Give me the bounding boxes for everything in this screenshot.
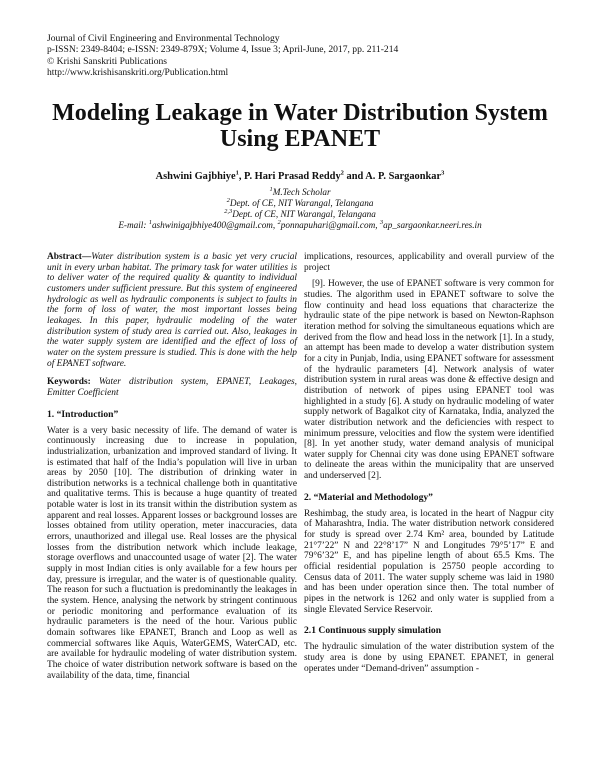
author-line: [0, 171, 600, 182]
abstract-text: Water distribution system is a basic yet very crucial unit in every urban habitat. The primary task for water utilities is to deliver water of the required quality & quantity to individual customers under sufficient pressure. But this system of engineered hydrologic as well as hydraulic components is subject to faults in the form of loss of water, the most important losses being leakages. In this paper, hydraulic modeling of the water distribution system of study area is carried out. Also, leakages in the water supply system are identified and the effect of loss of water on the system pressure is studied. This is done with the help of EPANET software.: [47, 252, 297, 369]
continuation-text: implications, resources, applicability and overall purview of the project: [304, 252, 554, 273]
keywords-lead: Keywords:: [47, 377, 91, 388]
journal-name: Journal of Civil Engineering and Environmental Technology: [47, 33, 280, 44]
author-2: , P. Hari Prasad Reddy: [238, 171, 341, 182]
section-1-body: Water is a very basic necessity of life. The demand of water is continuously increasing due to increase in population, industrialization, urbanization and improved standard of living. It is estimated that half of the India’s population will live in urban areas by 2050 [10]. The distribution of drinking water in distribution networks is a technical challenge both in quantitative and qualitative terms. This is because a huge quantity of treated potable water is lost in its transit within the distribution system as apparent and real losses. Apparent losses or background losses are losses obtained from utility operation, meter inaccuracies, data errors, unauthorized and illegal use. Real losses are the physical losses from the distribution network which include leakage, storage overflows and unaccounted usage of water [2]. The water supply in most Indian cities is only available for a few hours per day, pressure is irregular, and the water is of questionable quality. The reason for such a fluctuation is predominantly the leakages in the system. Hence, analysing the network by stringent continuous or periodic monitoring and performance evaluation of its hydraulic parameters is the need of the hour. Various public domain softwares like EPANET, Branch and Loop as well as commercial softwares like Aquis, WaterGEMS, WaterCAD, etc. are available for hydraulic modeling of water distribution system. The choice of water distribution network software is based on the availability of the data, time, financial: [47, 425, 297, 681]
author-3: and A. P. Sargaonkar: [343, 171, 442, 182]
section-2-body: Reshimbag, the study area, is located in the heart of Nagpur city of Maharashtra, India. The water distribution network considered for study is spread over 2.74 Km² area, bounded by Latitude 21°7’22” N and 22°8’17” N and Longitudes 79°5’17” E and 79°6’32” E, and has pipeline length of about 65.5 Kms. The official residential population is 25750 people according to Census data of 2011. The water supply scheme was laid in 1980 and has been under operation since then. The total number of pipes in the network is 1262 and only water is supplied from a single Elevated Service Reservoir.: [304, 508, 554, 615]
right-column: [304, 252, 554, 680]
email-2-sup: 2: [277, 218, 281, 226]
affiliation-1-sup: 1: [269, 185, 273, 193]
keywords: [47, 377, 297, 398]
affiliation-1-text: M.Tech Scholar: [272, 187, 331, 197]
affiliation-2-text: Dept. of CE, NIT Warangal, Telangana: [229, 198, 374, 208]
email-1-sup: 1: [148, 218, 152, 226]
affiliation-2: [0, 198, 600, 209]
section-2-heading: 2. “Material and Methodology”: [304, 491, 433, 503]
author-3-sup: 3: [441, 169, 445, 177]
email-prefix: E-mail:: [118, 220, 149, 230]
author-2-sup: 2: [340, 169, 344, 177]
email-1[interactable]: ashwinigajbhiye400@gmail.com,: [151, 220, 278, 230]
affiliation-1: [0, 187, 600, 198]
left-column: [47, 252, 297, 687]
author-1: Ashwini Gajbhiye: [155, 171, 236, 182]
journal-publisher: © Krishi Sanskriti Publications: [47, 55, 168, 67]
affiliation-3-sup: 2,3: [224, 207, 233, 215]
journal-issn: p-ISSN: 2349-8404; e-ISSN: 2349-879X; Volume 4, Issue 3; April-June, 2017, pp. 211-214: [47, 44, 399, 56]
email-3-sup: 3: [379, 218, 384, 226]
keywords-text: Water distribution system, EPANET, Leakages, Emitter Coefficient: [47, 377, 297, 398]
section-2-1-body: The hydraulic simulation of the water distribution system of the study area is done by using EPANET. EPANET, in general operates under “Demand-driven” assumption -: [304, 642, 554, 674]
affiliations: [0, 187, 600, 231]
literature-paragraph: [9]. However, the use of EPANET software is very common for studies. The algorithm used in EPANET software to solve the flow continuity and head loss equations that characterize the hydraulic state of the pipe network is based on Newton-Raphson iteration method for solving the simultaneous equations which are derived from the flow and head loss in the network [1]. In a study, an attempt has been made to develop a water distribution system for a city in Punjab, India, using EPANET software for assessment of the hydraulic parameters [4]. Network analysis of water distribution system in rural areas was done & effective design and distribution of network of pipes using EPANET tool was highlighted in a study [6]. A study on hydraulic modeling of water supply network of Bagalkot city of Karnataka, India, analyzed the water distribution network and the deficiencies with respect to minimum pressure, velocities and flow the system were identified [8]. In yet another study, water demand analysis of municipal water supply for Chennai city was done using EPANET software to delineate the areas within the municipality that are unserved and underserved [2].: [304, 279, 554, 482]
author-1-sup: 1: [235, 169, 239, 177]
section-2-1-heading: 2.1 Continuous supply simulation: [304, 625, 442, 637]
email-3[interactable]: ap_sargaonkar.neeri.res.in: [383, 220, 482, 230]
journal-url[interactable]: http://www.krishisanskriti.org/Publication.html: [47, 67, 229, 79]
paper-title: Modeling Leakage in Water Distribution System Using EPANET: [52, 100, 548, 152]
email-line: [0, 220, 600, 231]
abstract: [47, 252, 297, 369]
journal-header: [47, 33, 567, 79]
section-1-heading: 1. “Introduction”: [47, 408, 119, 420]
affiliation-3: [0, 209, 600, 220]
abstract-lead: Abstract—: [47, 252, 92, 262]
affiliation-3-text: Dept. of CE, NIT Warangal, Telangana: [232, 209, 376, 219]
email-2[interactable]: ponnapuhari@gmail.com,: [280, 220, 380, 230]
affiliation-2-sup: 2: [226, 196, 230, 204]
